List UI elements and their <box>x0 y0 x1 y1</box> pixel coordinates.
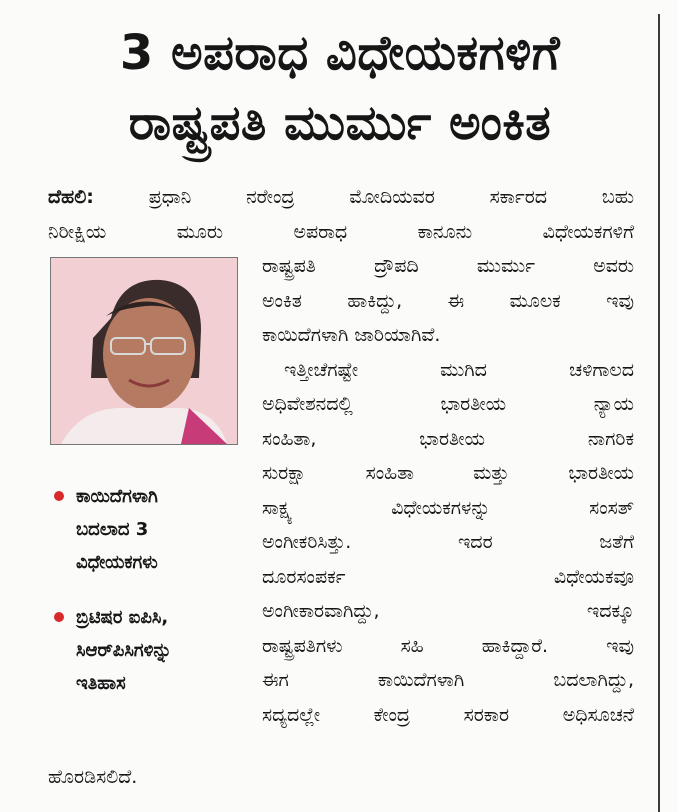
headline-line-2: ರಾಷ್ಟ್ರಪತಿ ಮುರ್ಮು ಅಂಕಿತ <box>128 95 552 151</box>
dateline: ದೆಹಲಿ: <box>48 186 94 208</box>
article-line: ಸಾಕ್ಷ್ಯ ವಿಧೇಯಕಗಳನ್ನು ಸಂಸತ್ <box>262 496 634 519</box>
article-line: ಕಾಯಿದೆಗಳಾಗಿ ಜಾರಿಯಾಗಿವೆ. <box>262 324 441 346</box>
article-line: ದೆಹಲಿ: ಪ್ರಧಾನಿ ನರೇಂದ್ರ ಮೋದಿಯವರ ಸರ್ಕಾರದ ಬಹು <box>48 186 634 208</box>
highlight-item: ಬ್ರಿಟಿಷರ ಐಪಿಸಿ, ಸಿಆರ್‌ಪಿಸಿಗಳಿನ್ನು ಇತಿಹಾಸ <box>52 601 252 700</box>
portrait-photo <box>50 257 238 445</box>
column-rule <box>658 14 660 812</box>
highlights <box>52 480 252 722</box>
portrait-illustration <box>51 258 237 444</box>
article-line: ಸಂಹಿತಾ, ಭಾರತೀಯ ನಾಗರಿಕ <box>262 427 634 450</box>
article-line: ರಾಷ್ಟ್ರಪತಿಗಳು ಸಹಿ ಹಾಕಿದ್ದಾರೆ. ಇವು <box>262 634 634 657</box>
article-line: ಅಂಕಿತ ಹಾಕಿದ್ದು, ಈ ಮೂಲಕ ಇವು <box>262 289 634 312</box>
bullet-dot-icon <box>54 491 64 501</box>
article-line: ಸುರಕ್ಷಾ ಸಂಹಿತಾ ಮತ್ತು ಭಾರತೀಯ <box>262 462 634 484</box>
article-right-column <box>262 249 634 732</box>
article-line: ದೂರಸಂಪರ್ಕ ವಿಧೇಯಕವೂ <box>262 565 634 588</box>
bullet-dot-icon <box>54 612 64 622</box>
article-line: ಅಂಗೀಕರಿಸಿತ್ತು. ಇದರ ಜತೆಗೆ <box>262 531 634 553</box>
highlight-item: ಕಾಯಿದೆಗಳಾಗಿ ಬದಲಾದ 3 ವಿಧೇಯಕಗಳು <box>52 480 252 579</box>
article-line: ಇತ್ತೀಚೆಗಷ್ಟೇ ಮುಗಿದ ಚಳಿಗಾಲದ <box>284 358 634 381</box>
article-line: ರಾಷ್ಟ್ರಪತಿ ದ್ರೌಪದಿ ಮುರ್ಮು ಅವರು <box>262 255 634 277</box>
article-line: ಸದ್ಯದಲ್ಲೇ ಕೇಂದ್ರ ಸರಕಾರ ಅಧಿಸೂಚನೆ <box>262 703 634 726</box>
article-tail: ಹೊರಡಿಸಲಿದೆ. <box>48 766 138 788</box>
headline-line-1: 3 ಅಪರಾಧ ವಿಧೇಯಕಗಳಿಗೆ <box>119 25 561 81</box>
article-line: ನಿರೀಕ್ಷಿಯ ಮೂರು ಅಪರಾಧ ಕಾನೂನು ವಿಧೇಯಕಗಳಿಗೆ <box>48 220 634 243</box>
article-line: ಈಗ ಕಾಯಿದೆಗಳಾಗಿ ಬದಲಾಗಿದ್ದು, <box>262 669 634 691</box>
headline <box>40 18 640 158</box>
article-line: ಅಂಗೀಕಾರವಾಗಿದ್ದು, ಇದಕ್ಕೂ <box>262 600 634 622</box>
article-line: ಅಧಿವೇಶನದಲ್ಲಿ ಭಾರತೀಯ ನ್ಯಾಯ <box>262 393 634 415</box>
article-top <box>48 180 634 249</box>
